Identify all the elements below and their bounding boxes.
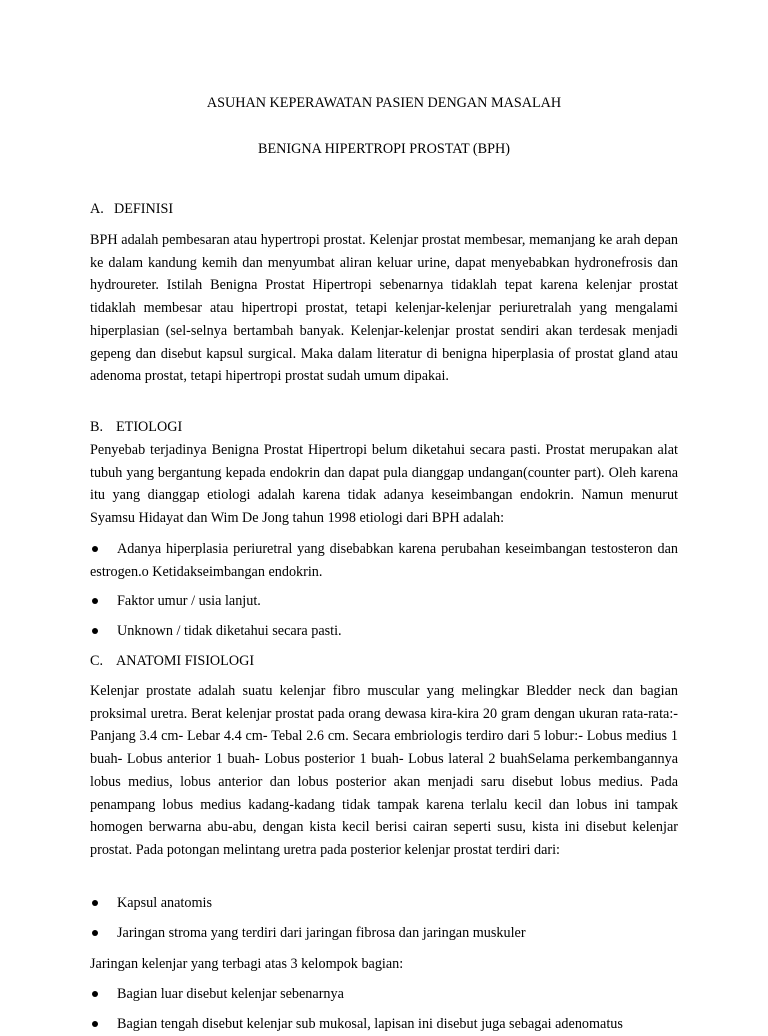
- section-b-heading: [90, 419, 182, 436]
- list-item: [90, 892, 678, 915]
- list-item-text: Unknown / tidak diketahui secara pasti.: [117, 623, 342, 639]
- list-item: [90, 538, 678, 583]
- section-c-title: ANATOMI FISIOLOGI: [116, 653, 255, 669]
- section-c-marker: C.: [90, 653, 104, 669]
- list-item-text: Adanya hiperplasia periuretral yang disebabkan karena perubahan keseimbangan testosteron dan estrogen.o Ketidakseimbangan endokrin.: [90, 541, 678, 580]
- list-item-text: Faktor umur / usia lanjut.: [117, 593, 261, 609]
- document-title-line-1: ASUHAN KEPERAWATAN PASIEN DENGAN MASALAH: [206, 95, 562, 111]
- section-b-marker: B.: [90, 419, 104, 435]
- list-item-text: Jaringan stroma yang terdiri dari jaringan fibrosa dan jaringan muskuler: [117, 925, 526, 941]
- section-c-subtext: Jaringan kelenjar yang terbagi atas 3 kelompok bagian:: [90, 956, 404, 972]
- list-item-text: Bagian luar disebut kelenjar sebenarnya: [117, 986, 344, 1002]
- section-c-heading: [90, 653, 254, 670]
- list-item: [90, 620, 678, 643]
- list-item-text: Kapsul anatomis: [117, 895, 212, 911]
- section-a-paragraph: BPH adalah pembesaran atau hypertropi prostat. Kelenjar prostat membesar, memanjang ke arah depan ke dalam kandung kemih dan menyumbat aliran keluar urine, dapat menyebabkan hydronefrosis dan hydroureter. Istilah Benigna Prostat Hipertropi sebenarnya tidaklah tepat karena kelenjar prostat tidaklah membesar atau hipertropi prostat, tetapi kelenjar-kelenjar periuretralah yang mengalami hiperplasian (sel-selnya bertambah banyak. Kelenjar-kelenjar prostat sendiri akan terdesak menjadi gepeng dan disebut kapsul surgical. Maka dalam literatur di benigna hiperplasia of prostat gland atau adenoma prostat, tetapi hipertropi prostat sudah umum dipakai.: [90, 232, 678, 385]
- section-b-title: ETIOLOGI: [116, 419, 183, 435]
- list-item: [90, 922, 678, 945]
- document-title-line-2: BENIGNA HIPERTROPI PROSTAT (BPH): [258, 141, 510, 157]
- list-item: [90, 983, 678, 1006]
- section-a-title: DEFINISI: [114, 201, 174, 217]
- list-item: [90, 590, 678, 613]
- section-c-paragraph: Kelenjar prostate adalah suatu kelenjar fibro muscular yang melingkar Bledder neck dan bagian proksimal uretra. Berat kelenjar prostat pada orang dewasa kira-kira 20 gram dengan ukuran rata-rata:- Panjang 3.4 cm- Lebar 4.4 cm- Tebal 2.6 cm. Secara embriologis terdiro dari 5 lobur:- Lobus medius 1 buah- Lobus anterior 1 buah- Lobus posterior 1 buah- Lobus lateral 2 buahSelama perkembangannya lobus medius, lobus anterior dan lobus posterior akan menjadi saru disebut lobus medius. Pada penampang lobus medius kadang-kadang tidak tampak karena terlalu kecil dan lobus ini tampak homogen berwarna abu-abu, dengan kista kecil berisi cairan seperti susu, kista ini disebut kelenjar prostat. Pada potongan melintang uretra pada posterior kelenjar prostat terdiri dari:: [90, 683, 678, 858]
- section-b-paragraph: Penyebab terjadinya Benigna Prostat Hipertropi belum diketahui secara pasti. Prostat merupakan alat tubuh yang bergantung kepada endokrin dan dapat pula dianggap undangan(counter part). Oleh karena itu yang dianggap etiologi adalah karena tidak adanya keseimbangan endokrin. Namun menurut Syamsu Hidayat dan Wim De Jong tahun 1998 etiologi dari BPH adalah:: [90, 442, 678, 527]
- section-a-heading: [90, 201, 173, 218]
- list-item: [90, 1013, 678, 1036]
- list-item-text: Bagian tengah disebut kelenjar sub mukosal, lapisan ini disebut juga sebagai adenomatus: [117, 1016, 623, 1032]
- section-a-marker: A.: [90, 201, 104, 217]
